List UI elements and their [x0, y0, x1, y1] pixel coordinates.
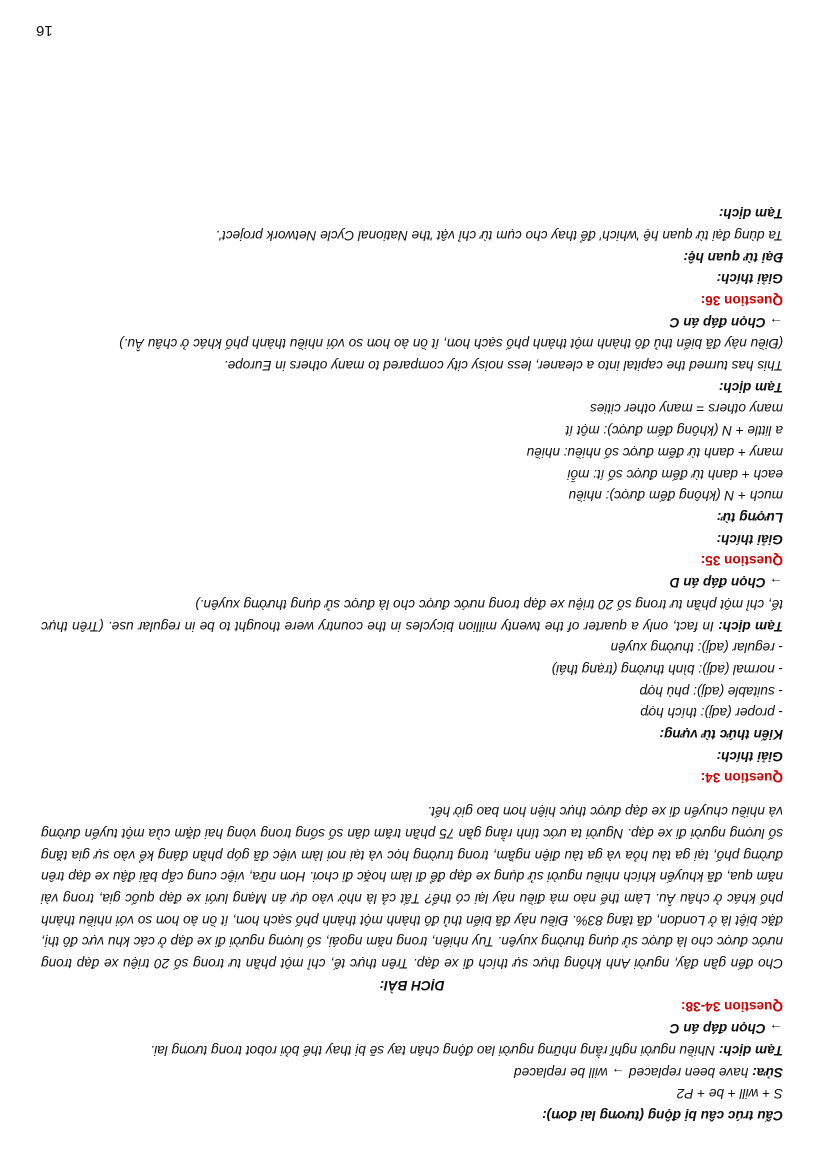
fix-label: Sửa: — [752, 1064, 783, 1080]
passive-structure-heading: Cấu trúc câu bị động (tương lai đơn): — [542, 1108, 783, 1123]
vocab-item: - proper (adj): thích hợp — [640, 705, 783, 721]
q34-answer: → Chọn đáp án D — [669, 575, 783, 591]
q36-explain-label: Giải thích: — [716, 271, 783, 287]
quantifier-item: many others = many other cities — [589, 401, 783, 417]
trans-vi: (Trên thực tế, chỉ một phần tư trong số 20 triệu xe đạp trong nước được cho là được sử dụng thường xuyên.) — [40, 596, 783, 634]
page-content — [41, 202, 783, 1126]
q35-trans-en: This has turned the capital into a cleaner, less noisy city compared to many others in Europe. — [223, 358, 783, 374]
trans-label: Tạm dịch: — [718, 618, 783, 634]
q34-heading: Question 34: — [700, 770, 783, 786]
q33-answer: → Chọn đáp án C — [669, 1021, 783, 1037]
q34-explain-label: Giải thích: — [716, 748, 783, 764]
q36-heading: Question 36: — [700, 292, 783, 308]
trans-text: Nhiều người nghĩ rằng những người lao động chân tay sẽ bị thay thế bởi robot trong tương lai. — [150, 1042, 716, 1058]
quantifier-item: a little + N (không đếm được): một ít — [565, 423, 783, 439]
q34-translation — [41, 593, 783, 636]
passage-heading: Question 34-38: — [681, 999, 783, 1015]
q35-explain-label: Giải thích: — [716, 531, 783, 547]
q33-translation — [41, 1039, 783, 1061]
q34-vocab-heading: Kiến thức từ vựng: — [659, 727, 783, 743]
quantifier-item: each + danh từ đếm được số ít: mỗi — [567, 466, 783, 482]
trans-en: In fact, only a quarter of the twenty million bicycles in the country were thought to be in regular use. — [107, 618, 714, 634]
quantifier-item: much + N (không đếm được): nhiều — [568, 488, 783, 504]
q36-trans-label: Tạm dịch: — [718, 206, 783, 222]
fix-text: have been replaced → will be replaced — [514, 1064, 749, 1080]
trans-label: Tạm dịch: — [718, 1042, 783, 1058]
q35-trans-label: Tạm dịch: — [718, 379, 783, 395]
q35-trans-vi: (Điều này đã biến thủ đô thành một thành phố sạch hơn, ít ồn ào hơn so với nhiều thành phố khác ở châu Âu.) — [119, 336, 783, 352]
page-number: 16 — [36, 22, 53, 39]
q35-heading: Question 35: — [700, 553, 783, 569]
vocab-item: - suitable (adj): phù hợp — [639, 683, 783, 699]
q36-text: Ta dùng đại từ quan hệ 'which' để thay cho cụm từ chỉ vật 'the National Cycle Network project'. — [215, 227, 783, 243]
q35-answer: → Chọn đáp án C — [669, 314, 783, 330]
passage-title: DỊCH BÀI: — [379, 977, 445, 993]
q35-sub-heading: Lượng từ: — [716, 510, 783, 526]
passive-formula: S + will + be + P2 — [676, 1086, 783, 1102]
passage-text: Cho đến gần đây, người Anh không thực sự thích đi xe đạp. Trên thực tế, chỉ một phần tư trong số 20 triệu xe đạp trong nước được cho là được sử dụng thường xuyên. Tuy nhiên, trong năm ngoái, số lượng người đi xe đạp ở các khu vực đô thị, đặc biệt là ở London, đã tăng 83%. Điều này đã biến thủ đô thành một thành phố sạch hơn, ít ồn ào hơn so với nhiều thành phố khác ở châu Âu. Làm thế nào mà điều này lại có thể? Tất cả là nhờ vào dự án Mạng lưới xe đạp quốc gia, trong vài năm qua, đã khuyến khích nhiều người sử dụng xe đạp để đi làm hoặc đi chơi. Hơn nữa, việc cung cấp bãi đậu xe đạp trên đường phố, tại ga tàu hỏa và ga tàu điện ngầm, trong trường học và tại nơi làm việc đã góp phần đáng kể vào sự gia tăng số lượng người đi xe đạp. Người ta ước tính rằng gần 75 phần trăm dân số sống trong vòng hai dặm của một tuyến đường và nhiều chuyến đi xe đạp được thực hiện hơn bao giờ hết. — [41, 804, 783, 972]
vocab-item: - normal (adj): bình thường (trạng thái) — [551, 661, 783, 677]
vocab-item: - regular (adj): thường xuyên — [610, 640, 783, 656]
q36-sub-heading: Đại từ quan hệ: — [683, 249, 783, 265]
fix-line — [41, 1061, 783, 1083]
quantifier-item: many + danh từ đếm được số nhiều: nhiều — [526, 444, 783, 460]
